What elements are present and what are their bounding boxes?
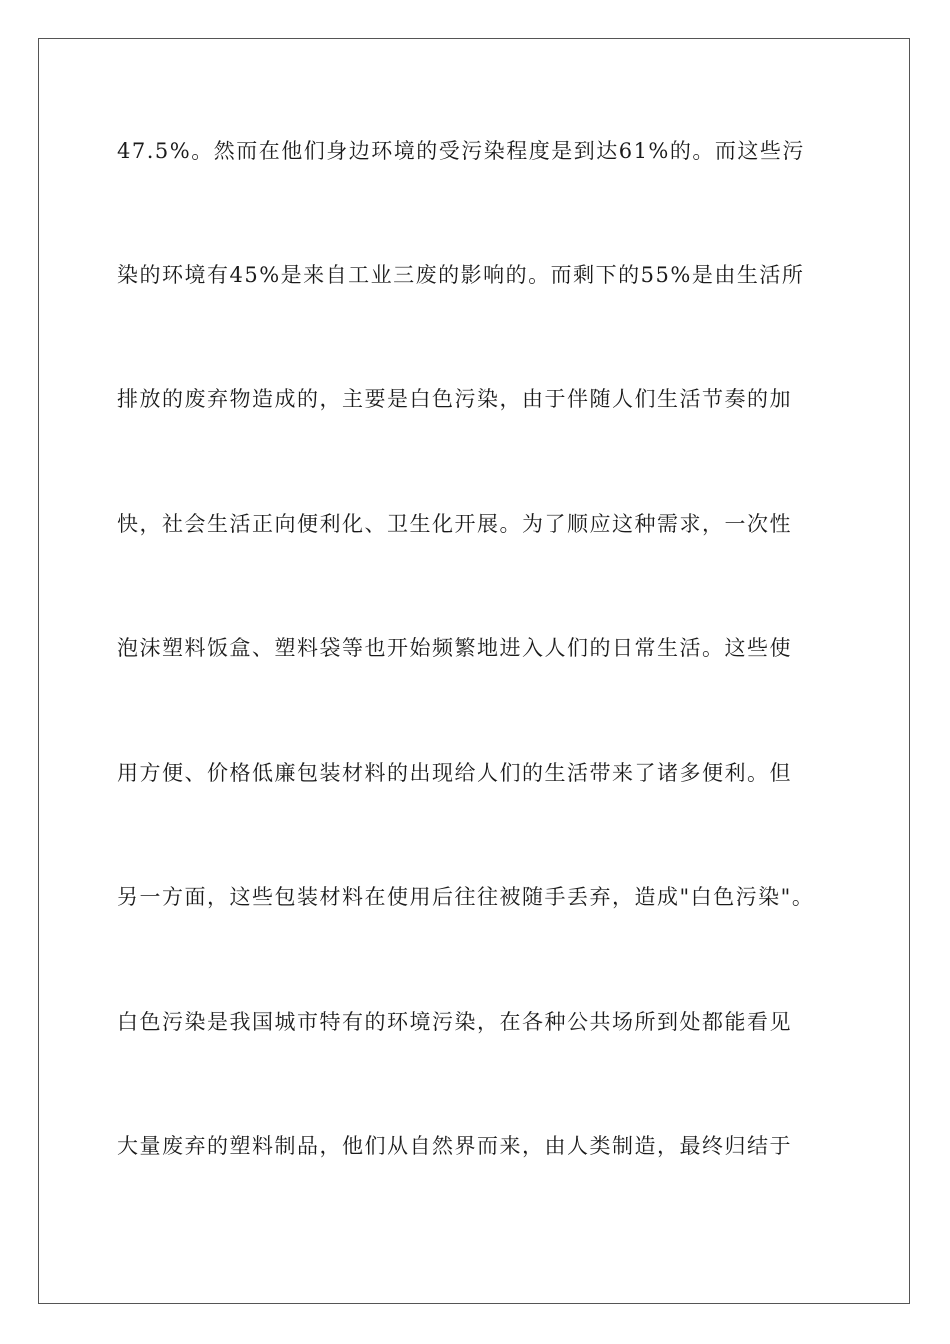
body-text-line: 白色污染是我国城市特有的环境污染，在各种公共场所到处都能看见 <box>117 1010 792 1034</box>
body-text-line: 47.5%。然而在他们身边环境的受污染程度是到达61%的。而这些污 <box>117 139 805 163</box>
body-text-line: 染的环境有45%是来自工业三废的影响的。而剩下的55%是由生活所 <box>117 263 805 287</box>
body-text-line: 另一方面，这些包装材料在使用后往往被随手丢弃，造成"白色污染"。 <box>117 885 815 909</box>
page-frame <box>38 38 910 1304</box>
body-text-line: 用方便、价格低廉包装材料的出现给人们的生活带来了诸多便利。但 <box>117 761 792 785</box>
body-text-line: 大量废弃的塑料制品，他们从自然界而来，由人类制造，最终归结于 <box>117 1134 792 1158</box>
body-text-line: 排放的废弃物造成的，主要是白色污染，由于伴随人们生活节奏的加 <box>117 387 792 411</box>
body-text-line: 泡沫塑料饭盒、塑料袋等也开始频繁地进入人们的日常生活。这些使 <box>117 636 792 660</box>
body-text-line: 快，社会生活正向便利化、卫生化开展。为了顺应这种需求，一次性 <box>117 512 792 536</box>
